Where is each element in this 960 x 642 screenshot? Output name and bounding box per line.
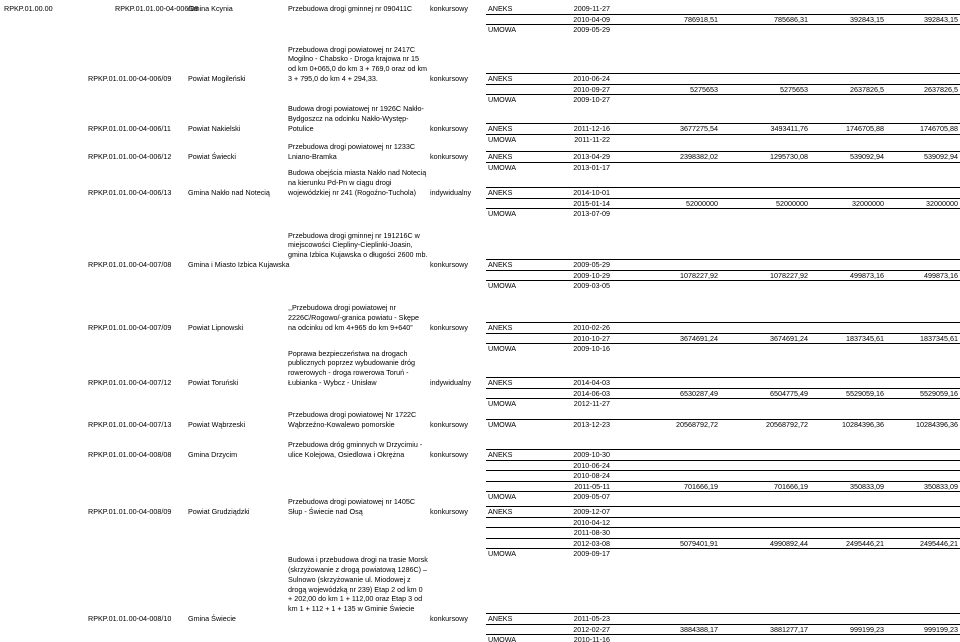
document-kind: UMOWA [488, 281, 517, 291]
amount-v2: 3881277,17 [770, 624, 808, 634]
document-date: 2011-11-22 [574, 134, 610, 144]
document-date: 2012-11-27 [573, 399, 610, 409]
project-id: RPKP.01.01.00-04-007/12 [88, 378, 172, 387]
project-prefix: RPKP.01.00.00 [4, 4, 53, 13]
amount-v2: 5275653 [780, 84, 808, 94]
document-kind: ANEKS [488, 614, 513, 623]
document-kind: UMOWA [488, 162, 517, 172]
amount-v4: 1837345,61 [920, 333, 958, 343]
document-kind: ANEKS [488, 4, 513, 13]
document-kind: ANEKS [488, 124, 513, 133]
beneficiary: Gmina Nakło nad Notecią [188, 188, 270, 197]
amount-v2: 701666,19 [774, 481, 808, 491]
project-title: Poprawa bezpieczeństwa na drogach publicznych poprzez wybudowanie dróg rowerowych - droga rowerowa Toruń - Łubianka - Wybcz - Unisław [288, 348, 416, 387]
beneficiary: Powiat Mogileński [188, 74, 246, 83]
document-date: 2010-08-24 [573, 471, 610, 481]
row-divider [486, 613, 960, 614]
document-date: 2012-02-27 [573, 624, 610, 634]
project-title: Budowa obejścia miasta Nakło nad Notecią na kierunku Pd-Pn w ciągu drogi wojewódzkiej nr 241 (Rogoźno-Tuchola) [288, 168, 427, 197]
beneficiary: Gmina Świecie [188, 614, 236, 623]
document-date: 2009-10-27 [573, 95, 610, 105]
amount-v4: 5529059,16 [920, 388, 958, 398]
amount-v4: 539092,94 [924, 152, 958, 161]
project-title: Przebudowa drogi powiatowej Nr 1722C Wąbrzeźno-Kowalewo pomorskie [288, 410, 417, 429]
selection-mode: konkursowy [430, 420, 468, 429]
project-title: Przebudowa drogi powiatowej nr 2417C Mogilno - Chabsko - Droga krajowa nr 15 od km 0+065,0 do km 3 + 769,0 oraz od km 3 + 795,0 do km 4 + 294,33. [288, 44, 428, 83]
document-date: 2009-03-05 [573, 281, 610, 291]
document-date: 2011-05-23 [573, 614, 610, 623]
amount-v2: 20568792,72 [766, 420, 808, 429]
amount-v2: 3674691,24 [770, 333, 808, 343]
project-title: Przebudowa drogi gminnej nr 090411C [288, 4, 413, 13]
amount-v2: 4990892,44 [770, 538, 808, 548]
amount-v1: 786918,51 [684, 14, 718, 24]
amount-v2: 3493411,76 [770, 124, 808, 133]
project-id: RPKP.01.01.00-04-006/09 [88, 74, 172, 83]
row-divider [486, 151, 960, 152]
amount-v3: 1746705,88 [846, 124, 884, 133]
document-kind: ANEKS [488, 260, 513, 269]
amount-v3: 32000000 [852, 198, 884, 208]
document-date: 2009-10-16 [573, 344, 610, 354]
selection-mode: konkursowy [430, 124, 468, 133]
document-date: 2010-06-24 [573, 460, 610, 470]
row-divider [486, 506, 960, 507]
amount-v1: 1078227,92 [680, 270, 718, 280]
amount-v4: 32000000 [926, 198, 958, 208]
document-kind: ANEKS [488, 450, 513, 459]
amount-v4: 999199,23 [924, 624, 958, 634]
row-divider [486, 377, 960, 378]
document-kind: UMOWA [488, 635, 517, 642]
selection-mode: konkursowy [430, 74, 468, 83]
amount-v3: 2495446,21 [846, 538, 884, 548]
project-title: Budowa i przebudowa drogi na trasie Morsk (skrzyżowanie z drogą powiatową 1286C) – Sulnowo (skrzyżowanie ul. Miodowej z drogą wojewódzką nr 239) Etap 2 od km 0 + 202,00 do km 1 + 112,00 oraz Etap 3 od km 1 + 112 + 1 + 135 w Gminie Świecie [288, 555, 428, 614]
document-kind: UMOWA [488, 420, 517, 429]
document-kind: ANEKS [488, 378, 513, 387]
document-kind: UMOWA [488, 549, 517, 559]
document-kind: UMOWA [488, 95, 517, 105]
row-divider [486, 123, 960, 124]
amount-v1: 3677275,54 [680, 124, 718, 133]
document-kind: UMOWA [488, 399, 517, 409]
amount-v3: 10284396,36 [842, 420, 884, 429]
document-date: 2009-10-30 [573, 450, 610, 459]
row-divider [486, 73, 960, 74]
beneficiary: Gmina Drzycim [188, 450, 238, 459]
beneficiary: Powiat Wąbrzeski [188, 420, 246, 429]
document-date: 2009-12-07 [573, 507, 610, 516]
document-kind: ANEKS [488, 74, 513, 83]
document-date: 2011-05-11 [574, 481, 610, 491]
document-kind: UMOWA [488, 25, 517, 35]
beneficiary: Powiat Lipnowski [188, 323, 244, 332]
project-id: RPKP.01.01.00-04-007/09 [88, 323, 172, 332]
document-kind: ANEKS [488, 152, 513, 161]
row-divider [486, 449, 960, 450]
row-divider [486, 419, 960, 420]
document-kind: ANEKS [488, 323, 513, 332]
project-id: RPKP.01.01.00-04-006/11 [88, 124, 171, 133]
selection-mode: indywidualny [430, 188, 472, 197]
document-date: 2009-09-17 [573, 549, 610, 559]
document-date: 2009-10-29 [573, 270, 610, 280]
document-date: 2014-06-03 [573, 388, 610, 398]
selection-mode: konkursowy [430, 152, 468, 161]
selection-mode: konkursowy [430, 4, 468, 13]
project-title: Przebudowa drogi gminnej nr 191216C w miejscowości Ciepliny-Cieplinki-Joasin, gmina Izbica Kujawska o długości 2600 mb. [288, 230, 428, 260]
amount-v4: 1746705,88 [920, 124, 958, 133]
document-date: 2012-03-08 [573, 538, 610, 548]
document-date: 2009-11-27 [573, 4, 610, 13]
amount-v2: 52000000 [776, 198, 808, 208]
project-id: RPKP.01.01.00-04-007/08 [88, 260, 172, 269]
document-date: 2010-09-27 [573, 84, 610, 94]
document-date: 2010-11-16 [573, 635, 610, 642]
amount-v1: 5275653 [690, 84, 718, 94]
document-kind: ANEKS [488, 507, 513, 516]
selection-mode: konkursowy [430, 450, 468, 459]
beneficiary: Gmina Kcynia [188, 4, 233, 13]
amount-v4: 392843,15 [924, 14, 958, 24]
amount-v3: 350833,09 [850, 481, 884, 491]
document-date: 2009-05-29 [573, 25, 610, 35]
document-date: 2010-04-09 [573, 14, 610, 24]
document-date: 2011-12-16 [573, 124, 610, 133]
document-date: 2010-06-24 [573, 74, 610, 83]
document-date: 2011-08-30 [573, 528, 610, 538]
amount-v4: 10284396,36 [916, 420, 958, 429]
document-kind: UMOWA [488, 344, 517, 354]
project-title: Przebudowa drogi powiatowej nr 1405C Słup - Świecie nad Osą [288, 497, 416, 516]
row-divider [486, 322, 960, 323]
amount-v3: 499873,16 [850, 270, 884, 280]
selection-mode: konkursowy [430, 260, 468, 269]
document-kind: UMOWA [488, 492, 517, 502]
row-divider [486, 187, 960, 188]
amount-v4: 350833,09 [924, 481, 958, 491]
amount-v3: 539092,94 [850, 152, 884, 161]
project-id: RPKP.01.01.00-04-008/09 [88, 507, 172, 516]
selection-mode: indywidualny [430, 378, 472, 387]
project-id: RPKP.01.01.00-04-006/08 [115, 4, 199, 13]
document-date: 2013-01-17 [573, 162, 610, 172]
project-id: RPKP.01.01.00-04-008/10 [88, 614, 172, 623]
project-title: Przebudowa drogi powiatowej nr 1233C Lniano-Bramka [288, 142, 416, 161]
amount-v1: 5079401,91 [680, 538, 718, 548]
beneficiary: Powiat Nakielski [188, 124, 241, 133]
amount-v1: 3884388,17 [680, 624, 718, 634]
amount-v1: 52000000 [686, 198, 718, 208]
amount-v3: 1837345,61 [846, 333, 884, 343]
amount-v1: 3674691,24 [680, 333, 718, 343]
amount-v3: 2637826,5 [850, 84, 884, 94]
document-date: 2015-01-14 [573, 198, 610, 208]
selection-mode: konkursowy [430, 614, 468, 623]
document-kind: UMOWA [488, 209, 517, 219]
document-kind: ANEKS [488, 188, 513, 197]
project-title: Budowa drogi powiatowej nr 1926C Nakło-Bydgoszcz na odcinku Nakło-Występ-Potulice [288, 104, 424, 133]
document-date: 2010-10-27 [573, 333, 610, 343]
document-kind: UMOWA [488, 134, 517, 144]
amount-v2: 785686,31 [774, 14, 808, 24]
beneficiary: Gmina i Miasto Izbica Kujawska [188, 260, 290, 269]
selection-mode: konkursowy [430, 323, 468, 332]
document-date: 2010-02-26 [573, 323, 610, 332]
document-date: 2014-04-03 [573, 378, 610, 387]
beneficiary: Powiat Świecki [188, 152, 236, 161]
amount-v2: 1078227,92 [770, 270, 808, 280]
amount-v1: 701666,19 [684, 481, 718, 491]
project-id: RPKP.01.01.00-04-006/13 [88, 188, 172, 197]
beneficiary: Powiat Toruński [188, 378, 239, 387]
document-date: 2013-07-09 [573, 209, 610, 219]
project-id: RPKP.01.01.00-04-006/12 [88, 152, 172, 161]
project-id: RPKP.01.01.00-04-007/13 [88, 420, 172, 429]
amount-v1: 6530287,49 [680, 388, 718, 398]
amount-v2: 6504775,49 [770, 388, 808, 398]
amount-v3: 5529059,16 [846, 388, 884, 398]
document-date: 2010-04-12 [573, 517, 610, 527]
amount-v3: 392843,15 [850, 14, 884, 24]
amount-v4: 499873,16 [924, 270, 958, 280]
document-date: 2013-04-29 [573, 152, 610, 161]
project-title: Przebudowa dróg gminnych w Drzycimiu - ulice Kolejowa, Osiedlowa i Okrężna [288, 440, 423, 459]
amount-v4: 2637826,5 [924, 84, 958, 94]
document-date: 2009-05-29 [573, 260, 610, 269]
document-date: 2009-05-07 [573, 492, 610, 502]
document-date: 2013-12-23 [573, 420, 610, 429]
amount-v3: 999199,23 [850, 624, 884, 634]
project-id: RPKP.01.01.00-04-008/08 [88, 450, 172, 459]
document-date: 2014-10-01 [573, 188, 610, 197]
amount-v2: 1295730,08 [770, 152, 808, 161]
amount-v1: 20568792,72 [676, 420, 718, 429]
project-title: ,,Przebudowa drogi powiatowej nr 2226C/Rogowo/-granica powiatu - Skępe na odcinku od km 4+965 do km 9+640” [288, 303, 420, 332]
beneficiary: Powiat Grudziądzki [188, 507, 250, 516]
row-divider [486, 259, 960, 260]
amount-v4: 2495446,21 [920, 538, 958, 548]
selection-mode: konkursowy [430, 507, 468, 516]
amount-v1: 2398382,02 [680, 152, 718, 161]
